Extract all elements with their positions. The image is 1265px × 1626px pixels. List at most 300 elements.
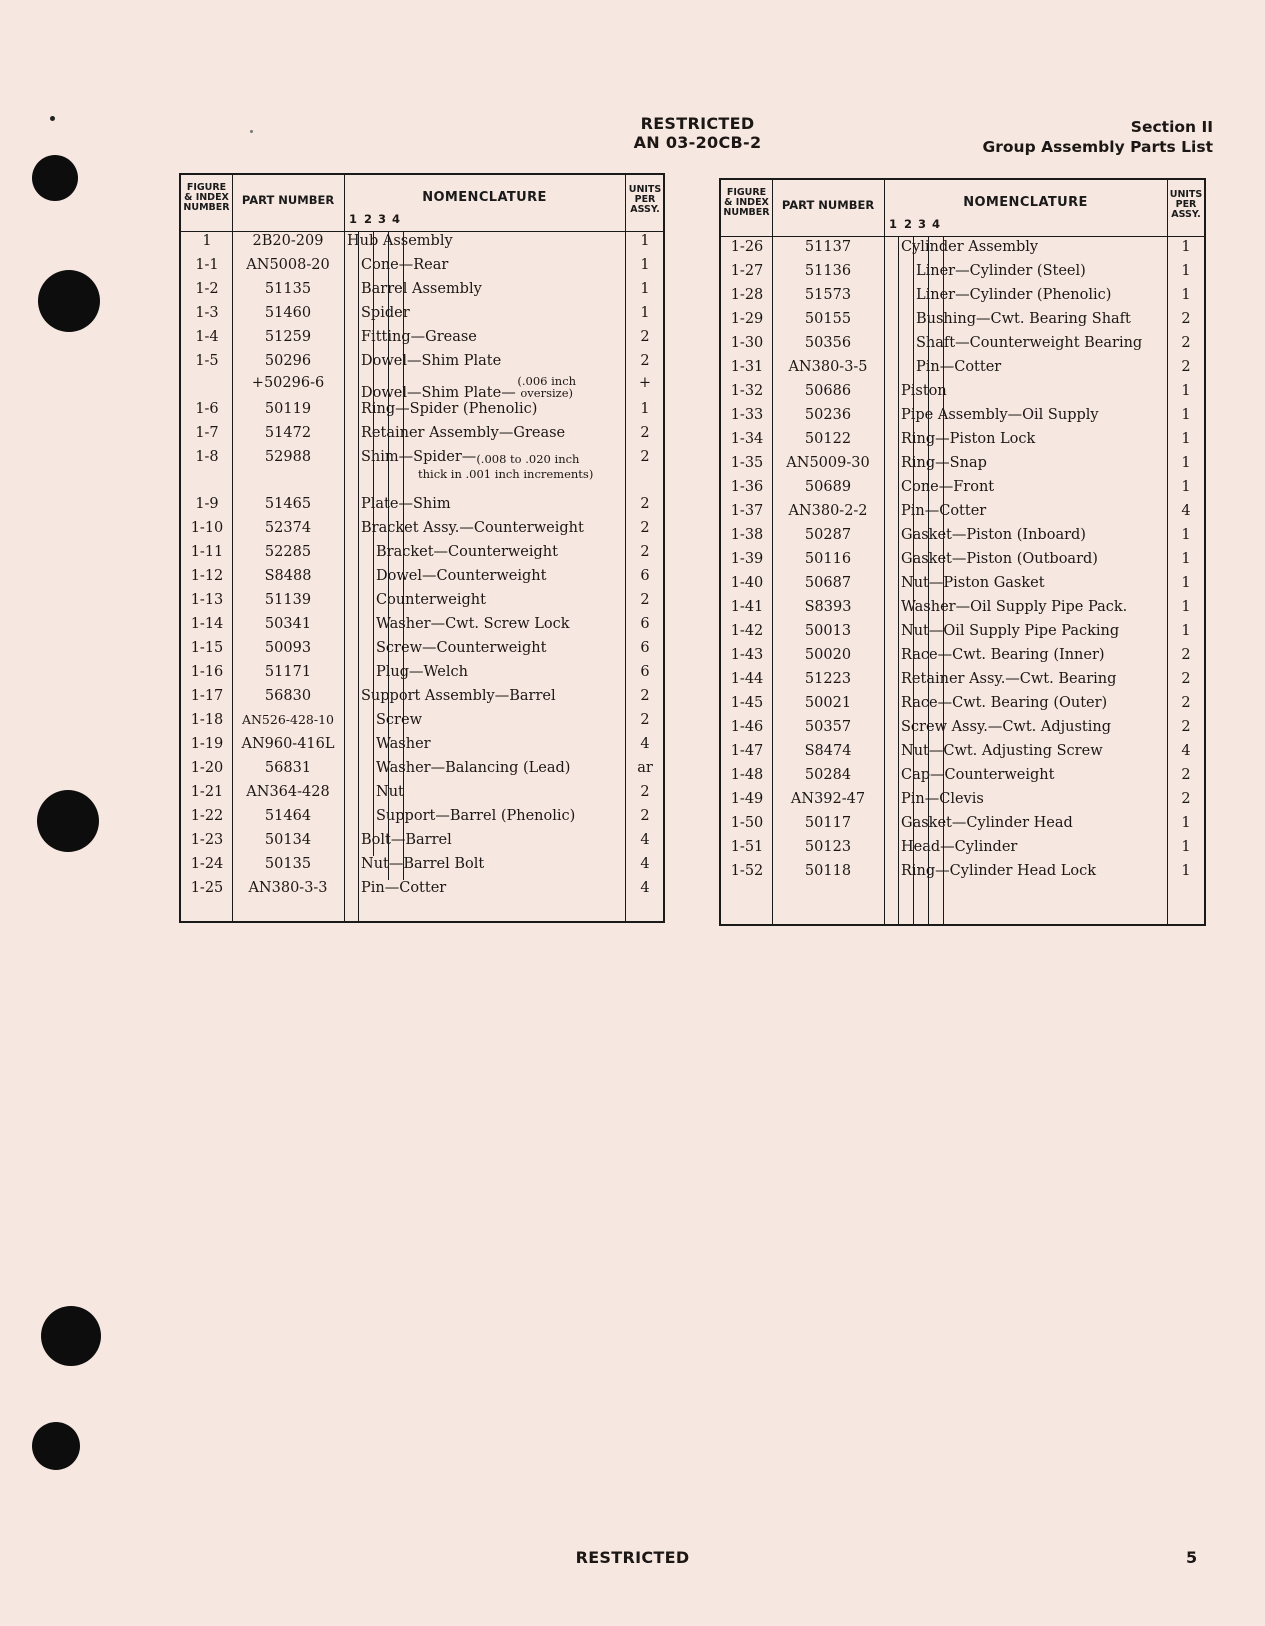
col-header-part-number: PART NUMBER <box>241 193 335 207</box>
nomenclature-text: Bushing—Cwt. Bearing Shaft <box>916 311 1131 327</box>
table-row <box>181 832 663 856</box>
part-number: 51465 <box>264 496 312 512</box>
table-row <box>181 880 663 904</box>
header-section-title: Group Assembly Parts List <box>982 138 1213 156</box>
part-number: 51223 <box>804 671 852 687</box>
units-per-assembly: 2 <box>1181 767 1191 783</box>
nomenclature-text: Screw <box>376 712 422 728</box>
nomenclature <box>361 856 484 872</box>
indent-guide-line <box>373 231 374 856</box>
figure-index-number: 1-31 <box>730 359 764 375</box>
units-per-assembly: 4 <box>640 736 650 752</box>
part-number: 50356 <box>804 335 852 351</box>
table-row <box>721 455 1204 479</box>
nomenclature-text: Washer—Cwt. Screw Lock <box>376 616 570 632</box>
part-number: 50116 <box>804 551 852 567</box>
table-row <box>181 281 663 305</box>
nomenclature-text: Cone—Rear <box>361 257 449 273</box>
units-per-assembly: 1 <box>1181 599 1191 615</box>
nomenclature-text: Head—Cylinder <box>901 839 1018 855</box>
nomenclature <box>916 287 1111 303</box>
units-per-assembly: 1 <box>1181 287 1191 303</box>
part-number: 52374 <box>264 520 312 536</box>
nomenclature-text: Pin—Cotter <box>361 880 447 896</box>
nomenclature-text: Bracket Assy.—Counterweight <box>361 520 584 536</box>
nomenclature-text: Gasket—Piston (Inboard) <box>901 527 1086 543</box>
nomenclature <box>361 257 448 273</box>
nomenclature <box>901 383 947 399</box>
units-per-assembly: + <box>638 375 652 391</box>
nomenclature <box>361 449 594 481</box>
indent-guide-line <box>913 236 914 925</box>
col-header-part-number: PART NUMBER <box>781 198 875 212</box>
part-number: 52988 <box>264 449 312 465</box>
figure-index-number: 1-41 <box>730 599 764 615</box>
units-per-assembly: 4 <box>640 832 650 848</box>
units-per-assembly: ar <box>637 760 653 776</box>
nomenclature-text: Shim—Spider— <box>361 449 477 465</box>
speck <box>50 116 55 121</box>
units-per-assembly: 1 <box>1181 551 1191 567</box>
col-header-figure: FIGURE & INDEX NUMBER <box>183 182 230 213</box>
binder-hole <box>32 1422 80 1470</box>
binder-hole <box>41 1306 101 1366</box>
table-row <box>721 719 1204 743</box>
nomenclature-text: Pipe Assembly—Oil Supply <box>901 407 1099 423</box>
figure-index-number: 1-15 <box>190 640 224 656</box>
nomenclature-text: Piston <box>901 383 947 399</box>
part-number: AN380-3-5 <box>788 359 868 375</box>
nomenclature-text: Dowel—Shim Plate— <box>361 385 516 401</box>
table-row <box>721 287 1204 311</box>
table-row <box>721 383 1204 407</box>
table-row <box>181 257 663 281</box>
table-row <box>181 305 663 329</box>
table-row <box>721 743 1204 767</box>
nomenclature <box>376 808 575 824</box>
nomenclature-text: Gasket—Cylinder Head <box>901 815 1073 831</box>
table-row <box>721 407 1204 431</box>
part-number: 51171 <box>264 664 312 680</box>
part-number: AN960-416L <box>241 736 335 752</box>
indent-guide-line <box>358 231 359 922</box>
page-header-right <box>983 117 1213 157</box>
figure-index-number: 1-34 <box>730 431 764 447</box>
table-row <box>181 329 663 353</box>
part-number: S8393 <box>804 599 852 615</box>
table-row <box>721 239 1204 263</box>
nomenclature <box>901 239 1038 255</box>
nomenclature <box>376 664 468 680</box>
units-per-assembly: 2 <box>1181 719 1191 735</box>
figure-index-number: 1-8 <box>195 449 219 465</box>
figure-index-number: 1-24 <box>190 856 224 872</box>
nomenclature-text: Plug—Welch <box>376 664 468 680</box>
nomenclature <box>361 496 451 512</box>
part-number: 50284 <box>804 767 852 783</box>
col-header-levels: 1 2 3 4 <box>349 212 401 226</box>
part-number: 51136 <box>804 263 852 279</box>
nomenclature <box>376 592 486 608</box>
table-row <box>181 688 663 712</box>
table-row <box>181 784 663 808</box>
figure-index-number: 1-36 <box>730 479 764 495</box>
units-per-assembly: 2 <box>1181 695 1191 711</box>
part-number: AN5008-20 <box>246 257 330 273</box>
table-row <box>721 863 1204 887</box>
figure-index-number: 1-26 <box>730 239 764 255</box>
table-row <box>721 551 1204 575</box>
table-row <box>181 640 663 664</box>
indent-guide-line <box>943 236 944 925</box>
table-row <box>181 496 663 520</box>
table-row <box>181 712 663 736</box>
nomenclature-text: Cap—Counterweight <box>901 767 1055 783</box>
nomenclature <box>901 551 1098 567</box>
figure-index-number: 1-1 <box>195 257 219 273</box>
units-per-assembly: 1 <box>1181 479 1191 495</box>
nomenclature <box>901 479 994 495</box>
part-number: 50134 <box>264 832 312 848</box>
figure-index-number: 1-27 <box>730 263 764 279</box>
nomenclature-text: Support—Barrel (Phenolic) <box>376 808 576 824</box>
nomenclature <box>901 407 1099 423</box>
page-header-center <box>610 114 785 152</box>
figure-index-number: 1-25 <box>190 880 224 896</box>
part-number: 50236 <box>804 407 852 423</box>
nomenclature <box>376 784 404 800</box>
table-row <box>721 311 1204 335</box>
table-row <box>181 544 663 568</box>
figure-index-number: 1-29 <box>730 311 764 327</box>
part-number: +50296-6 <box>251 375 325 391</box>
nomenclature <box>901 623 1119 639</box>
figure-index-number: 1-42 <box>730 623 764 639</box>
col-header-figure: FIGURE & INDEX NUMBER <box>723 187 770 218</box>
units-per-assembly: 2 <box>1181 335 1191 351</box>
figure-index-number: 1-12 <box>190 568 224 584</box>
figure-index-number: 1-33 <box>730 407 764 423</box>
table-row <box>721 263 1204 287</box>
units-per-assembly: 1 <box>1181 263 1191 279</box>
units-per-assembly: 2 <box>1181 359 1191 375</box>
part-number: 50117 <box>804 815 852 831</box>
col-header-nomenclature: NOMENCLATURE <box>963 195 1088 210</box>
units-per-assembly: 1 <box>1181 407 1191 423</box>
units-per-assembly: 1 <box>1181 431 1191 447</box>
units-per-assembly: 1 <box>1181 383 1191 399</box>
indent-guide-line <box>928 236 929 925</box>
figure-index-number: 1-44 <box>730 671 764 687</box>
units-per-assembly: 4 <box>640 880 650 896</box>
header-section: Section II <box>1130 118 1213 136</box>
indent-guide-line <box>898 236 899 925</box>
table-row <box>721 839 1204 863</box>
part-number: 56831 <box>264 760 312 776</box>
nomenclature <box>361 353 501 369</box>
binder-hole <box>32 155 78 201</box>
part-number: 50013 <box>804 623 852 639</box>
nomenclature-text: Nut—Oil Supply Pipe Packing <box>901 623 1120 639</box>
figure-index-number: 1-18 <box>190 712 224 728</box>
page-number: 5 <box>1186 1548 1198 1567</box>
figure-index-number: 1-4 <box>195 329 219 345</box>
part-number: 50686 <box>804 383 852 399</box>
part-number: AN380-2-2 <box>788 503 868 519</box>
part-number: AN526-428-10 <box>241 712 335 727</box>
table-row <box>721 599 1204 623</box>
units-per-assembly: 1 <box>1181 455 1191 471</box>
nomenclature-text: Ring—Snap <box>901 455 987 471</box>
part-number: 51464 <box>264 808 312 824</box>
units-per-assembly: 2 <box>640 449 650 465</box>
nomenclature-text: Nut—Piston Gasket <box>901 575 1045 591</box>
table-row <box>181 449 663 481</box>
nomenclature <box>901 815 1073 831</box>
table-row <box>181 736 663 760</box>
nomenclature-note: (.008 to .020 inch <box>476 452 580 466</box>
figure-index-number: 1-47 <box>730 743 764 759</box>
table-row <box>181 856 663 880</box>
table-row <box>181 425 663 449</box>
units-per-assembly: 2 <box>1181 311 1191 327</box>
part-number: 50021 <box>804 695 852 711</box>
table-row <box>721 623 1204 647</box>
table-row <box>181 353 663 377</box>
units-per-assembly: 1 <box>1181 863 1191 879</box>
part-number: 52285 <box>264 544 312 560</box>
part-number: 51135 <box>264 281 312 297</box>
figure-index-number: 1-39 <box>730 551 764 567</box>
figure-index-number: 1-38 <box>730 527 764 543</box>
figure-index-number: 1-46 <box>730 719 764 735</box>
units-per-assembly: 1 <box>640 281 650 297</box>
nomenclature <box>376 568 546 584</box>
nomenclature-text: Pin—Cotter <box>901 503 987 519</box>
nomenclature-text: Dowel—Counterweight <box>376 568 547 584</box>
nomenclature <box>901 599 1127 615</box>
figure-index-number: 1-21 <box>190 784 224 800</box>
part-number: 50123 <box>804 839 852 855</box>
part-number: 50296 <box>264 353 312 369</box>
table-row <box>181 233 663 257</box>
figure-index-number: 1-40 <box>730 575 764 591</box>
nomenclature <box>347 233 453 249</box>
part-number: 50689 <box>804 479 852 495</box>
nomenclature <box>901 767 1054 783</box>
nomenclature <box>901 575 1045 591</box>
nomenclature-text: Retainer Assy.—Cwt. Bearing <box>901 671 1117 687</box>
units-per-assembly: 2 <box>640 520 650 536</box>
part-number: 50122 <box>804 431 852 447</box>
table-row <box>721 479 1204 503</box>
units-per-assembly: 2 <box>640 712 650 728</box>
nomenclature <box>901 647 1105 663</box>
part-number: 2B20-209 <box>252 233 324 249</box>
units-per-assembly: 1 <box>640 233 650 249</box>
units-per-assembly: 1 <box>1181 575 1191 591</box>
part-number: S8474 <box>804 743 852 759</box>
figure-index-number: 1 <box>202 233 212 249</box>
nomenclature <box>361 375 578 401</box>
parts-table-left <box>179 173 665 923</box>
nomenclature <box>916 311 1131 327</box>
figure-index-number: 1-32 <box>730 383 764 399</box>
nomenclature-text: Barrel Assembly <box>361 281 482 297</box>
units-per-assembly: 4 <box>1181 503 1191 519</box>
nomenclature <box>376 616 569 632</box>
units-per-assembly: 4 <box>1181 743 1191 759</box>
binder-hole <box>37 790 99 852</box>
nomenclature-text: Counterweight <box>376 592 486 608</box>
figure-index-number: 1-30 <box>730 335 764 351</box>
table-row <box>181 375 663 399</box>
part-number: 56830 <box>264 688 312 704</box>
nomenclature-text: Support Assembly—Barrel <box>361 688 556 704</box>
table-row <box>721 575 1204 599</box>
nomenclature <box>916 335 1142 351</box>
table-row <box>721 527 1204 551</box>
nomenclature <box>901 863 1096 879</box>
units-per-assembly: 2 <box>640 496 650 512</box>
col-header-units: UNITS PER ASSY. <box>628 184 662 215</box>
units-per-assembly: 1 <box>1181 623 1191 639</box>
nomenclature <box>901 695 1107 711</box>
table-row <box>721 815 1204 839</box>
table-row <box>721 671 1204 695</box>
units-per-assembly: 1 <box>640 401 650 417</box>
units-per-assembly: 2 <box>640 808 650 824</box>
table-row <box>181 520 663 544</box>
units-per-assembly: 2 <box>1181 647 1191 663</box>
nomenclature-text: Gasket—Piston (Outboard) <box>901 551 1098 567</box>
indent-guide-line <box>388 231 389 880</box>
figure-index-number: 1-48 <box>730 767 764 783</box>
figure-index-number: 1-51 <box>730 839 764 855</box>
part-number: 50093 <box>264 640 312 656</box>
table-row <box>721 503 1204 527</box>
units-per-assembly: 1 <box>1181 527 1191 543</box>
part-number: 50687 <box>804 575 852 591</box>
part-number: AN380-3-3 <box>248 880 328 896</box>
nomenclature-text: Ring—Piston Lock <box>901 431 1036 447</box>
table-row <box>181 760 663 784</box>
table-row <box>181 401 663 425</box>
part-number: 50118 <box>804 863 852 879</box>
nomenclature-text: Shaft—Counterweight Bearing <box>916 335 1143 351</box>
figure-index-number: 1-14 <box>190 616 224 632</box>
col-header-units: UNITS PER ASSY. <box>1169 189 1203 220</box>
part-number: 51573 <box>804 287 852 303</box>
figure-index-number: 1-10 <box>190 520 224 536</box>
speck <box>250 130 253 133</box>
part-number: 51139 <box>264 592 312 608</box>
units-per-assembly: 1 <box>1181 239 1191 255</box>
units-per-assembly: 4 <box>640 856 650 872</box>
table-row <box>721 647 1204 671</box>
part-number: 50287 <box>804 527 852 543</box>
nomenclature-text: Nut—Cwt. Adjusting Screw <box>901 743 1103 759</box>
part-number: 50155 <box>804 311 852 327</box>
figure-index-number: 1-20 <box>190 760 224 776</box>
units-per-assembly: 6 <box>640 616 650 632</box>
table-row <box>721 335 1204 359</box>
nomenclature <box>361 329 477 345</box>
figure-index-number: 1-16 <box>190 664 224 680</box>
nomenclature-text: Race—Cwt. Bearing (Inner) <box>901 647 1105 663</box>
part-number: AN5009-30 <box>786 455 870 471</box>
nomenclature-text: Ring—Spider (Phenolic) <box>361 401 538 417</box>
part-number: AN392-47 <box>790 791 866 807</box>
nomenclature <box>376 712 422 728</box>
nomenclature <box>361 832 452 848</box>
nomenclature-text: Plate—Shim <box>361 496 451 512</box>
nomenclature <box>361 281 482 297</box>
nomenclature-note-continued: thick in .001 inch increments) <box>418 467 594 481</box>
nomenclature-text: Retainer Assembly—Grease <box>361 425 566 441</box>
units-per-assembly: 2 <box>640 592 650 608</box>
nomenclature-text: Liner—Cylinder (Steel) <box>916 263 1086 279</box>
figure-index-number: 1-23 <box>190 832 224 848</box>
part-number: 50119 <box>264 401 312 417</box>
units-per-assembly: 6 <box>640 664 650 680</box>
nomenclature-text: Ring—Cylinder Head Lock <box>901 863 1097 879</box>
figure-index-number: 1-3 <box>195 305 219 321</box>
nomenclature-text: Washer—Oil Supply Pipe Pack. <box>901 599 1128 615</box>
nomenclature <box>361 688 556 704</box>
part-number: 50341 <box>264 616 312 632</box>
part-number: 51472 <box>264 425 312 441</box>
part-number: 51137 <box>804 239 852 255</box>
nomenclature-text: Fitting—Grease <box>361 329 477 345</box>
table-row <box>721 431 1204 455</box>
nomenclature <box>361 425 565 441</box>
nomenclature-text: Nut <box>376 784 404 800</box>
table-row <box>181 592 663 616</box>
units-per-assembly: 2 <box>640 544 650 560</box>
units-per-assembly: 6 <box>640 568 650 584</box>
part-number: 50020 <box>804 647 852 663</box>
figure-index-number: 1-43 <box>730 647 764 663</box>
units-per-assembly: 1 <box>640 305 650 321</box>
nomenclature <box>361 520 584 536</box>
units-per-assembly: 1 <box>1181 815 1191 831</box>
figure-index-number: 1-9 <box>195 496 219 512</box>
units-per-assembly: 2 <box>640 425 650 441</box>
figure-index-number: 1-45 <box>730 695 764 711</box>
indent-guide-line <box>403 231 404 880</box>
units-per-assembly: 6 <box>640 640 650 656</box>
nomenclature-text: Washer—Balancing (Lead) <box>376 760 571 776</box>
col-header-levels: 1 2 3 4 <box>889 217 941 231</box>
nomenclature-note: (.006 inch oversize) <box>517 374 577 400</box>
nomenclature-text: Spider <box>361 305 410 321</box>
units-per-assembly: 1 <box>640 257 650 273</box>
nomenclature-text: Dowel—Shim Plate <box>361 353 502 369</box>
nomenclature <box>361 880 446 896</box>
header-doc-number: AN 03-20CB-2 <box>633 133 762 152</box>
nomenclature-text: Liner—Cylinder (Phenolic) <box>916 287 1112 303</box>
figure-index-number: 1-17 <box>190 688 224 704</box>
nomenclature-text: Pin—Clevis <box>901 791 984 807</box>
figure-index-number: 1-11 <box>190 544 224 560</box>
part-number: 50357 <box>804 719 852 735</box>
table-row <box>181 616 663 640</box>
nomenclature-text: Cylinder Assembly <box>901 239 1039 255</box>
parts-table-right <box>719 178 1206 926</box>
nomenclature <box>916 263 1086 279</box>
table-row <box>721 359 1204 383</box>
